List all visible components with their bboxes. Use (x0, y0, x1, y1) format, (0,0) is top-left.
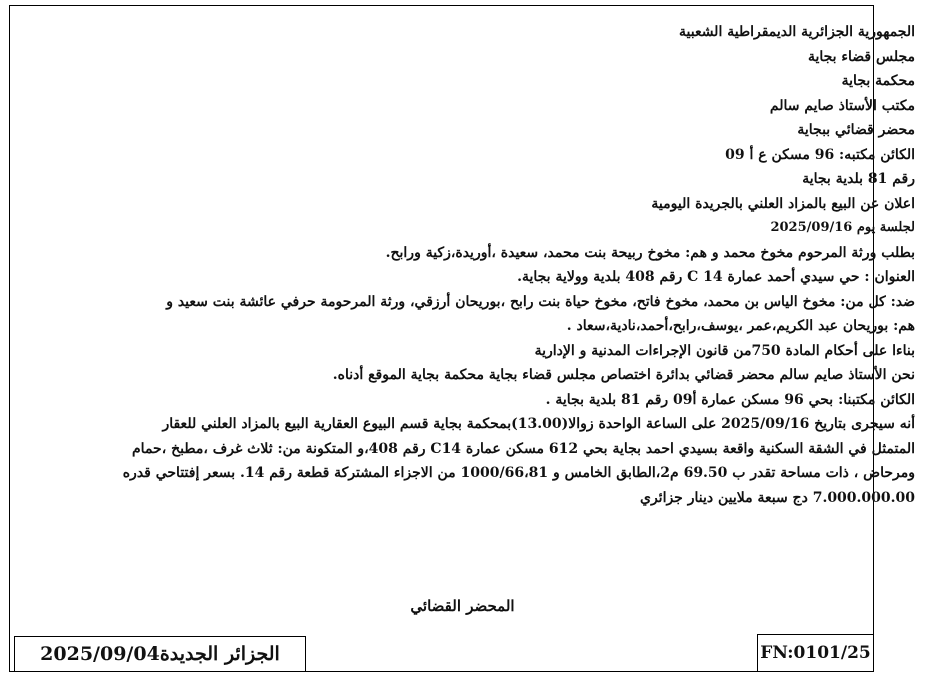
sale-details-line3: ومرحاض ، ذات مساحة تقدر ب 69.50 م2،الطابق الخامس و 1000/66،81 من الاجزاء المشتركة قطعة رقم 14. بسعر إفتتاحي قدره (122, 465, 915, 481)
header-office: مكتب الأستاذ صايم سالم (769, 97, 915, 114)
header-republic: الجمهورية الجزائرية الديمقراطية الشعبية (678, 24, 915, 40)
header-address: الكائن مكتبه: 96 مسكن ع أ 09 (725, 146, 915, 163)
respondents-heirs: هم: بوريحان عبد الكريم،عمر ،يوسف،رابح،أحمد،نادية،سعاد . (566, 318, 915, 334)
notice-title: اعلان عن البيع بالمزاد العلني بالجريدة اليومية (651, 195, 915, 212)
header-municipality: رقم 81 بلدية بجاية (802, 171, 915, 187)
respondents: ضد: كل من: مخوخ الياس بن محمد، مخوخ فاتح، مخوخ حياة بنت رابح ،بوريحان أرزقي، ورثة المرحومة حرفي عائشة بنت سعيد و (166, 293, 915, 310)
bailiff-statement: نحن الأستاذ صايم سالم محضر قضائي بدائرة اختصاص مجلس قضاء بجاية محكمة بجاية الموقع أدناه. (332, 367, 915, 383)
notice-session: لجلسة يوم 2025/09/16 (770, 220, 915, 235)
applicants: بطلب ورثة المرحوم مخوخ محمد و هم: مخوخ ربيحة بنت محمد، سعيدة ،أوريدة،زكية ورابح. (385, 244, 915, 261)
file-number-box: FN:0101/25 (757, 634, 874, 672)
applicants-address: العنوان : حي سيدي أحمد عمارة C 14 رقم 408 بلدية وولاية بجاية. (517, 269, 915, 285)
sale-details-line4: 7.000.000.00 دج سبعة ملايين دينار جزائري (639, 489, 915, 506)
document-body (10, 20, 915, 510)
signature: المحضر القضائي (410, 597, 515, 615)
header-court: محكمة بجاية (841, 73, 915, 89)
bailiff-address: الكائن مكتبنا: بحي 96 مسكن عمارة أ09 رقم 81 بلدية بجاية . (545, 391, 915, 408)
sale-details-line1: أنه سيجرى بتاريخ 2025/09/16 على الساعة الواحدة زوالا(13.00)بمحكمة بجاية قسم البيوع العقارية البيع بالمزاد العلني للعقار (162, 416, 915, 432)
legal-basis: بناءا على أحكام المادة 750من قانون الإجراءات المدنية و الإدارية (534, 342, 915, 359)
newspaper-box: الجزائر الجديدة2025/09/04 (14, 636, 306, 672)
sale-details-line2: المتمثل في الشقة السكنية واقعة بسيدي احمد بجاية بحي 612 مسكن عمارة C14 رقم 408،و المتكونة من: ثلاث غرف ،مطبخ ،حمام (132, 440, 915, 457)
header-bailiff: محضر قضائي ببجاية (797, 122, 915, 138)
header-council: مجلس قضاء بجاية (807, 48, 915, 65)
